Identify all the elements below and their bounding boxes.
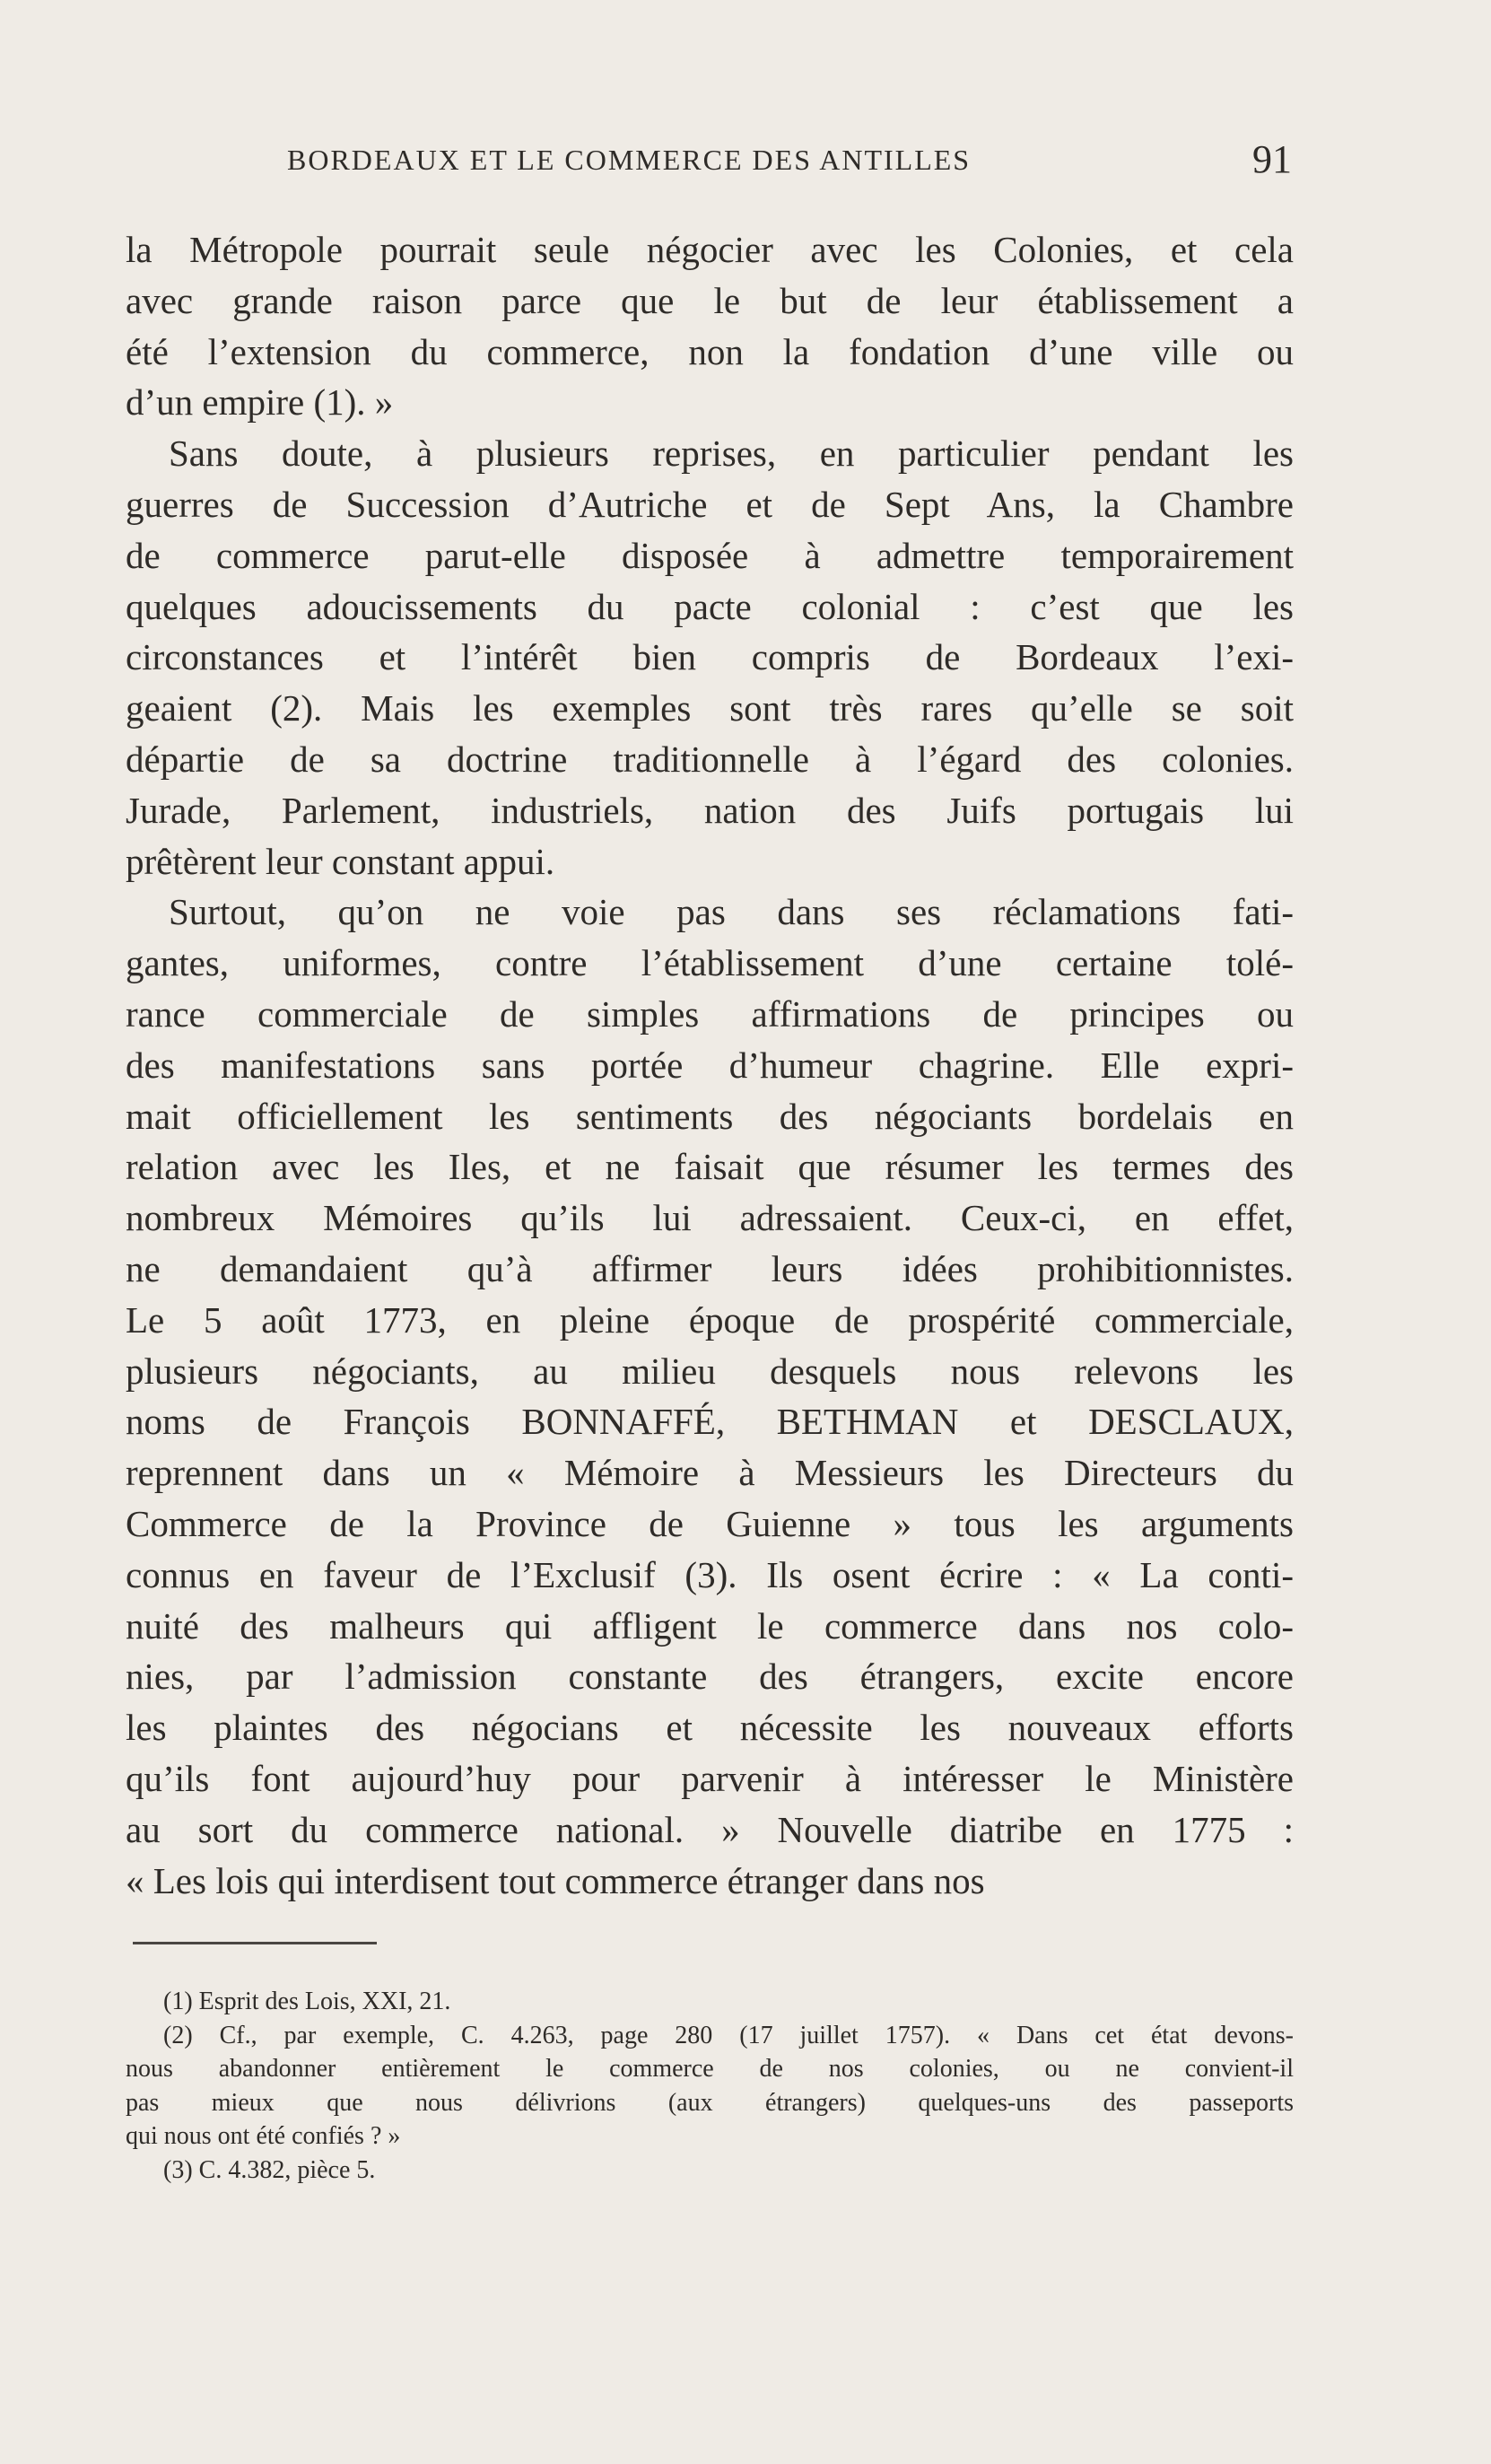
text-line: de commerce parut-elle disposée à admettre temporairement bbox=[126, 534, 1294, 576]
text-line: prêtèrent leur constant appui. bbox=[126, 840, 555, 882]
text-line: quelques adoucissements du pacte colonial : c’est que les bbox=[126, 585, 1294, 627]
text-line: qu’ils font aujourd’huy pour parvenir à intéresser le Ministère bbox=[126, 1757, 1294, 1799]
text-line: « Les lois qui interdisent tout commerce étranger dans nos bbox=[126, 1859, 985, 1901]
text-line: d’un empire (1). » bbox=[126, 381, 394, 424]
footnote-line: (1) Esprit des Lois, XXI, 21. bbox=[163, 1988, 451, 2015]
text-line: ne demandaient qu’à affirmer leurs idées prohibitionnistes. bbox=[126, 1247, 1294, 1289]
footnote-line: qui nous ont été confiés ? » bbox=[126, 2122, 401, 2150]
text-line: nies, par l’admission constante des étrangers, excite encore bbox=[126, 1656, 1294, 1698]
text-line: des manifestations sans portée d’humeur chagrine. Elle expri- bbox=[126, 1044, 1294, 1086]
text-line: Jurade, Parlement, industriels, nation des Juifs portugais lui bbox=[126, 789, 1294, 831]
body-text bbox=[126, 224, 1294, 1906]
text-line: rance commerciale de simples affirmations de principes ou bbox=[126, 992, 1294, 1035]
running-title: BORDEAUX ET LE COMMERCE DES ANTILLES bbox=[287, 144, 972, 176]
page-header bbox=[126, 136, 1292, 190]
text-line: mait officiellement les sentiments des négociants bordelais en bbox=[126, 1095, 1294, 1137]
text-line: été l’extension du commerce, non la fondation d’une ville ou bbox=[126, 330, 1294, 372]
text-line: reprennent dans un « Mémoire à Messieurs les Directeurs du bbox=[126, 1452, 1294, 1494]
text-line: Commerce de la Province de Guienne » tous les arguments bbox=[126, 1502, 1294, 1544]
text-line: noms de François BONNAFFÉ, BETHMAN et DESCLAUX, bbox=[126, 1401, 1294, 1443]
footnote-line: (3) C. 4.382, pièce 5. bbox=[163, 2155, 376, 2184]
text-line: plusieurs négociants, au milieu desquels nous relevons les bbox=[126, 1350, 1294, 1392]
text-line: Le 5 août 1773, en pleine époque de prospérité commerciale, bbox=[126, 1298, 1294, 1341]
footnote-line: nous abandonner entièrement le commerce de nos colonies, ou ne convient-il bbox=[126, 2055, 1294, 2083]
text-line: les plaintes des négocians et nécessite les nouveaux efforts bbox=[126, 1707, 1294, 1749]
text-line: geaient (2). Mais les exemples sont très rares qu’elle se soit bbox=[126, 687, 1294, 730]
text-line: guerres de Succession d’Autriche et de Sept Ans, la Chambre bbox=[126, 483, 1294, 525]
footnotes bbox=[126, 1985, 1294, 2187]
text-line: relation avec les Iles, et ne faisait que résumer les termes des bbox=[126, 1146, 1294, 1188]
text-line: nombreux Mémoires qu’ils lui adressaient. Ceux-ci, en effet, bbox=[126, 1197, 1294, 1239]
page-number: 91 bbox=[1252, 137, 1292, 181]
footnote-line: pas mieux que nous délivrions (aux étrangers) quelques-uns des passeports bbox=[126, 2088, 1294, 2117]
text-line: connus en faveur de l’Exclusif (3). Ils osent écrire : « La conti- bbox=[126, 1553, 1294, 1595]
footnote-divider bbox=[133, 1942, 377, 1944]
text-line: au sort du commerce national. » Nouvelle diatribe en 1775 : bbox=[126, 1808, 1294, 1850]
text-line: la Métropole pourrait seule négocier avec les Colonies, et cela bbox=[126, 229, 1294, 270]
text-line: circonstances et l’intérêt bien compris de Bordeaux l’exi- bbox=[126, 636, 1294, 678]
text-line: gantes, uniformes, contre l’établissement d’une certaine tolé- bbox=[126, 942, 1294, 984]
text-line: départie de sa doctrine traditionnelle à l’égard des colonies. bbox=[126, 738, 1294, 780]
text-line: avec grande raison parce que le but de leur établissement a bbox=[126, 279, 1294, 321]
text-line: Sans doute, à plusieurs reprises, en particulier pendant les bbox=[169, 433, 1294, 475]
text-line: Surtout, qu’on ne voie pas dans ses réclamations fati- bbox=[169, 891, 1294, 933]
footnote-line: (2) Cf., par exemple, C. 4.263, page 280 (17 juillet 1757). « Dans cet état devons- bbox=[163, 2021, 1294, 2049]
text-line: nuité des malheurs qui affligent le commerce dans nos colo- bbox=[126, 1604, 1294, 1647]
